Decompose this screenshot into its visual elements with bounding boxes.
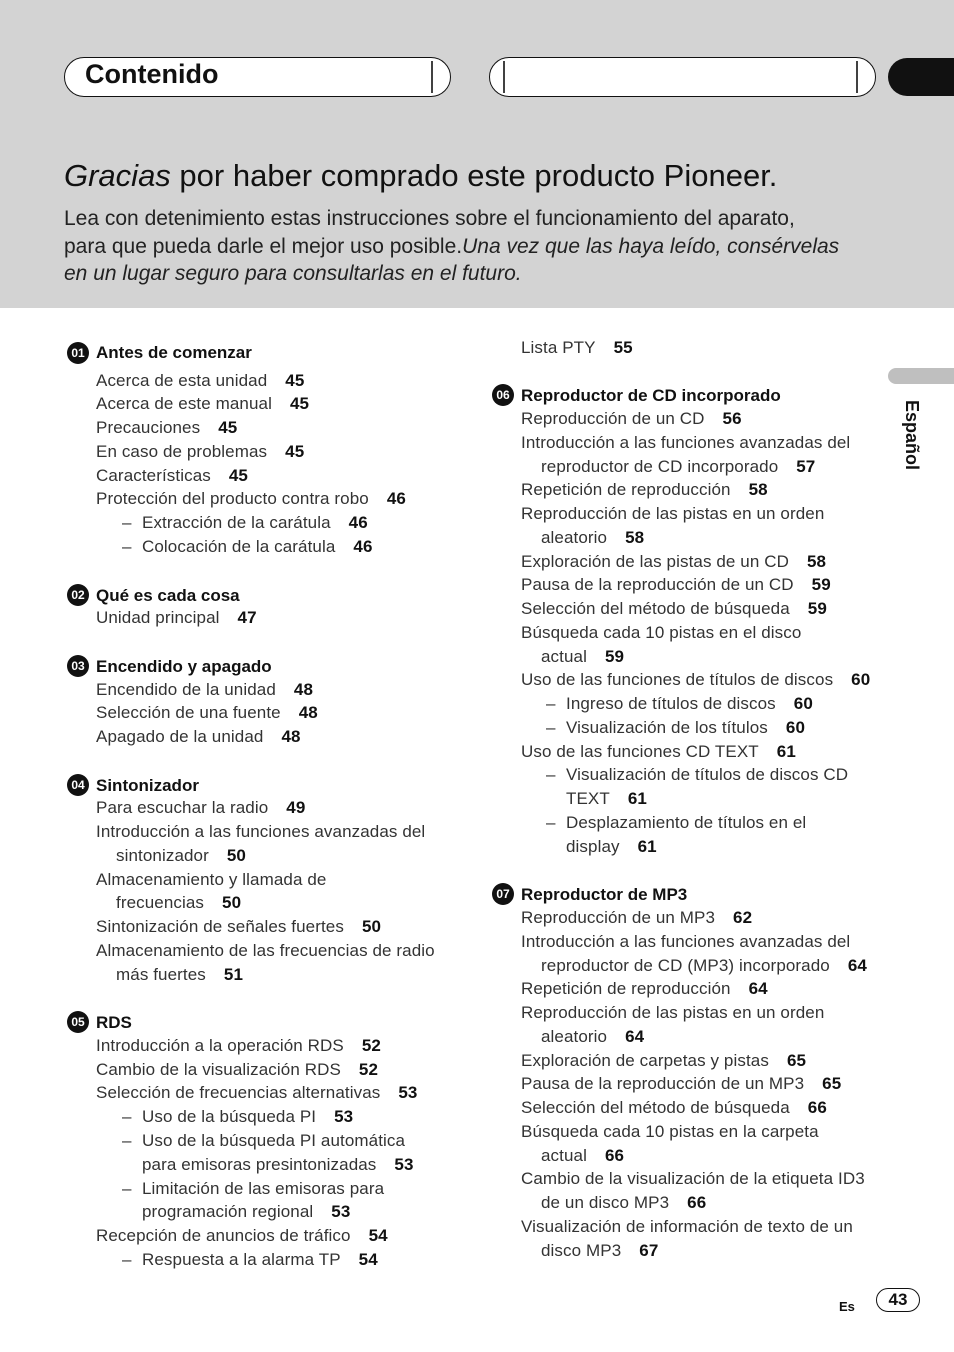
toc-entry[interactable]: Almacenamiento de las frecuencias de radio [96, 941, 435, 960]
toc-entry[interactable]: Acerca de este manual 45 [96, 394, 310, 413]
section-title: Qué es cada cosa [96, 586, 240, 605]
toc-subentry-cont[interactable]: TEXT 61 [566, 789, 647, 808]
intro-italic: Una vez que las haya leído, consérvelas [462, 234, 840, 258]
section-badge: 02 [67, 584, 89, 606]
toc-subentry[interactable]: – Visualización de los títulos 60 [546, 718, 805, 737]
toc-entry[interactable]: Introducción a la operación RDS 52 [96, 1036, 381, 1055]
pill-divider [856, 61, 858, 93]
toc-subentry[interactable]: – Extracción de la carátula 46 [122, 513, 368, 532]
toc-entry-cont[interactable]: reproductor de CD (MP3) incorporado 64 [541, 956, 867, 975]
empty-pill [489, 57, 876, 97]
toc-entry[interactable]: Selección del método de búsqueda 66 [521, 1098, 827, 1117]
intro-line [64, 233, 884, 261]
toc-entry-cont[interactable]: más fuertes 51 [116, 965, 244, 984]
toc-entry[interactable]: Exploración de las pistas de un CD 58 [521, 552, 827, 571]
language-tab [888, 368, 954, 384]
toc-entry[interactable]: Apagado de la unidad 48 [96, 727, 301, 746]
toc-entry[interactable]: Selección del método de búsqueda 59 [521, 599, 827, 618]
toc-entry-cont[interactable]: actual 66 [541, 1146, 625, 1165]
section-badge: 06 [492, 384, 514, 406]
toc-entry[interactable]: Para escuchar la radio 49 [96, 798, 306, 817]
headline-italic: Gracias [64, 158, 171, 193]
toc-entry[interactable]: Introducción a las funciones avanzadas del [96, 822, 426, 841]
section-badge: 01 [67, 342, 89, 364]
toc-entry-cont[interactable]: aleatorio 64 [541, 1027, 645, 1046]
section-badge: 05 [67, 1011, 89, 1033]
toc-subentry-cont[interactable]: para emisoras presintonizadas 53 [142, 1155, 414, 1174]
toc-entry[interactable]: En caso de problemas 45 [96, 442, 305, 461]
section-title: RDS [96, 1013, 132, 1032]
toc-subentry[interactable]: – Respuesta a la alarma TP 54 [122, 1250, 378, 1269]
headline-rest: por haber comprado este producto Pioneer. [170, 158, 778, 193]
page-title: Contenido [85, 59, 219, 89]
section-title: Encendido y apagado [96, 657, 272, 676]
headline [64, 158, 777, 194]
language-label: Español [902, 400, 922, 471]
toc-entry[interactable]: Introducción a las funciones avanzadas del [521, 433, 851, 452]
toc-entry[interactable]: Cambio de la visualización RDS 52 [96, 1060, 378, 1079]
toc-entry[interactable]: Repetición de reproducción 58 [521, 480, 768, 499]
section-badge: 03 [67, 655, 89, 677]
toc-entry[interactable]: Uso de las funciones CD TEXT 61 [521, 742, 796, 761]
toc-entry[interactable]: Reproducción de las pistas en un orden [521, 504, 825, 523]
toc-entry[interactable]: Encendido de la unidad 48 [96, 680, 314, 699]
toc-entry[interactable]: Reproducción de un CD 56 [521, 409, 742, 428]
footer-language: Es [839, 1299, 855, 1314]
toc-entry[interactable]: Sintonización de señales fuertes 50 [96, 917, 382, 936]
intro-plain: para que pueda darle el mejor uso posible. [64, 234, 463, 258]
section-title: Reproductor de MP3 [521, 885, 688, 904]
toc-entry[interactable]: Reproducción de las pistas en un orden [521, 1003, 825, 1022]
toc-entry[interactable]: Búsqueda cada 10 pistas en el disco [521, 623, 802, 642]
toc-entry[interactable]: Repetición de reproducción 64 [521, 979, 768, 998]
toc-entry[interactable]: Uso de las funciones de títulos de discos 60 [521, 670, 871, 689]
toc-entry[interactable]: Unidad principal 47 [96, 608, 257, 627]
toc-subentry[interactable]: – Uso de la búsqueda PI automática [122, 1131, 406, 1150]
toc-entry[interactable]: Protección del producto contra robo 46 [96, 489, 406, 508]
toc-entry[interactable]: Selección de frecuencias alternativas 53 [96, 1083, 418, 1102]
pill-divider [431, 61, 433, 93]
toc-entry[interactable]: Cambio de la visualización de la etiqueta ID3 [521, 1169, 865, 1188]
toc-entry[interactable]: Reproducción de un MP3 62 [521, 908, 753, 927]
section-title: Antes de comenzar [96, 343, 252, 362]
toc-entry[interactable]: Introducción a las funciones avanzadas del [521, 932, 851, 951]
intro-text [64, 205, 884, 288]
section-title: Sintonizador [96, 776, 199, 795]
toc-subentry[interactable]: – Desplazamiento de títulos en el [546, 813, 807, 832]
toc-entry[interactable]: Recepción de anuncios de tráfico 54 [96, 1226, 388, 1245]
intro-line: Lea con detenimiento estas instrucciones sobre el funcionamiento del aparato, [64, 207, 795, 230]
toc-subentry[interactable]: – Ingreso de títulos de discos 60 [546, 694, 813, 713]
pill-divider [503, 61, 505, 93]
toc-entry[interactable]: Búsqueda cada 10 pistas en la carpeta [521, 1122, 819, 1141]
intro-line: en un lugar seguro para consultarlas en el futuro. [64, 262, 522, 285]
section-badge: 07 [492, 883, 514, 905]
page-number: 43 [876, 1288, 920, 1312]
section-title: Reproductor de CD incorporado [521, 386, 781, 405]
toc-entry[interactable]: Pausa de la reproducción de un CD 59 [521, 575, 831, 594]
toc-entry[interactable]: Lista PTY 55 [521, 338, 633, 357]
toc-subentry[interactable]: – Uso de la búsqueda PI 53 [122, 1107, 354, 1126]
toc-entry[interactable]: Pausa de la reproducción de un MP3 65 [521, 1074, 842, 1093]
toc-subentry-cont[interactable]: programación regional 53 [142, 1202, 351, 1221]
toc-entry-cont[interactable]: disco MP3 67 [541, 1241, 659, 1260]
toc-subentry[interactable]: – Limitación de las emisoras para [122, 1179, 385, 1198]
toc-subentry-cont[interactable]: display 61 [566, 837, 657, 856]
toc-subentry[interactable]: – Visualización de títulos de discos CD [546, 765, 849, 784]
toc-entry[interactable]: Características 45 [96, 466, 248, 485]
toc-entry-cont[interactable]: de un disco MP3 66 [541, 1193, 707, 1212]
toc-entry-cont[interactable]: sintonizador 50 [116, 846, 246, 865]
toc-entry[interactable]: Almacenamiento y llamada de [96, 870, 327, 889]
toc-entry-cont[interactable]: actual 59 [541, 647, 625, 666]
toc-entry[interactable]: Acerca de esta unidad 45 [96, 371, 305, 390]
toc-entry[interactable]: Visualización de información de texto de un [521, 1217, 853, 1236]
section-badge: 04 [67, 774, 89, 796]
toc-entry[interactable]: Exploración de carpetas y pistas 65 [521, 1051, 807, 1070]
toc-entry-cont[interactable]: reproductor de CD incorporado 57 [541, 457, 816, 476]
section-tab [888, 58, 954, 96]
toc-subentry[interactable]: – Colocación de la carátula 46 [122, 537, 373, 556]
toc-entry-cont[interactable]: frecuencias 50 [116, 893, 242, 912]
title-pill [64, 57, 451, 97]
toc-entry[interactable]: Selección de una fuente 48 [96, 703, 318, 722]
toc-entry[interactable]: Precauciones 45 [96, 418, 238, 437]
toc-entry-cont[interactable]: aleatorio 58 [541, 528, 645, 547]
